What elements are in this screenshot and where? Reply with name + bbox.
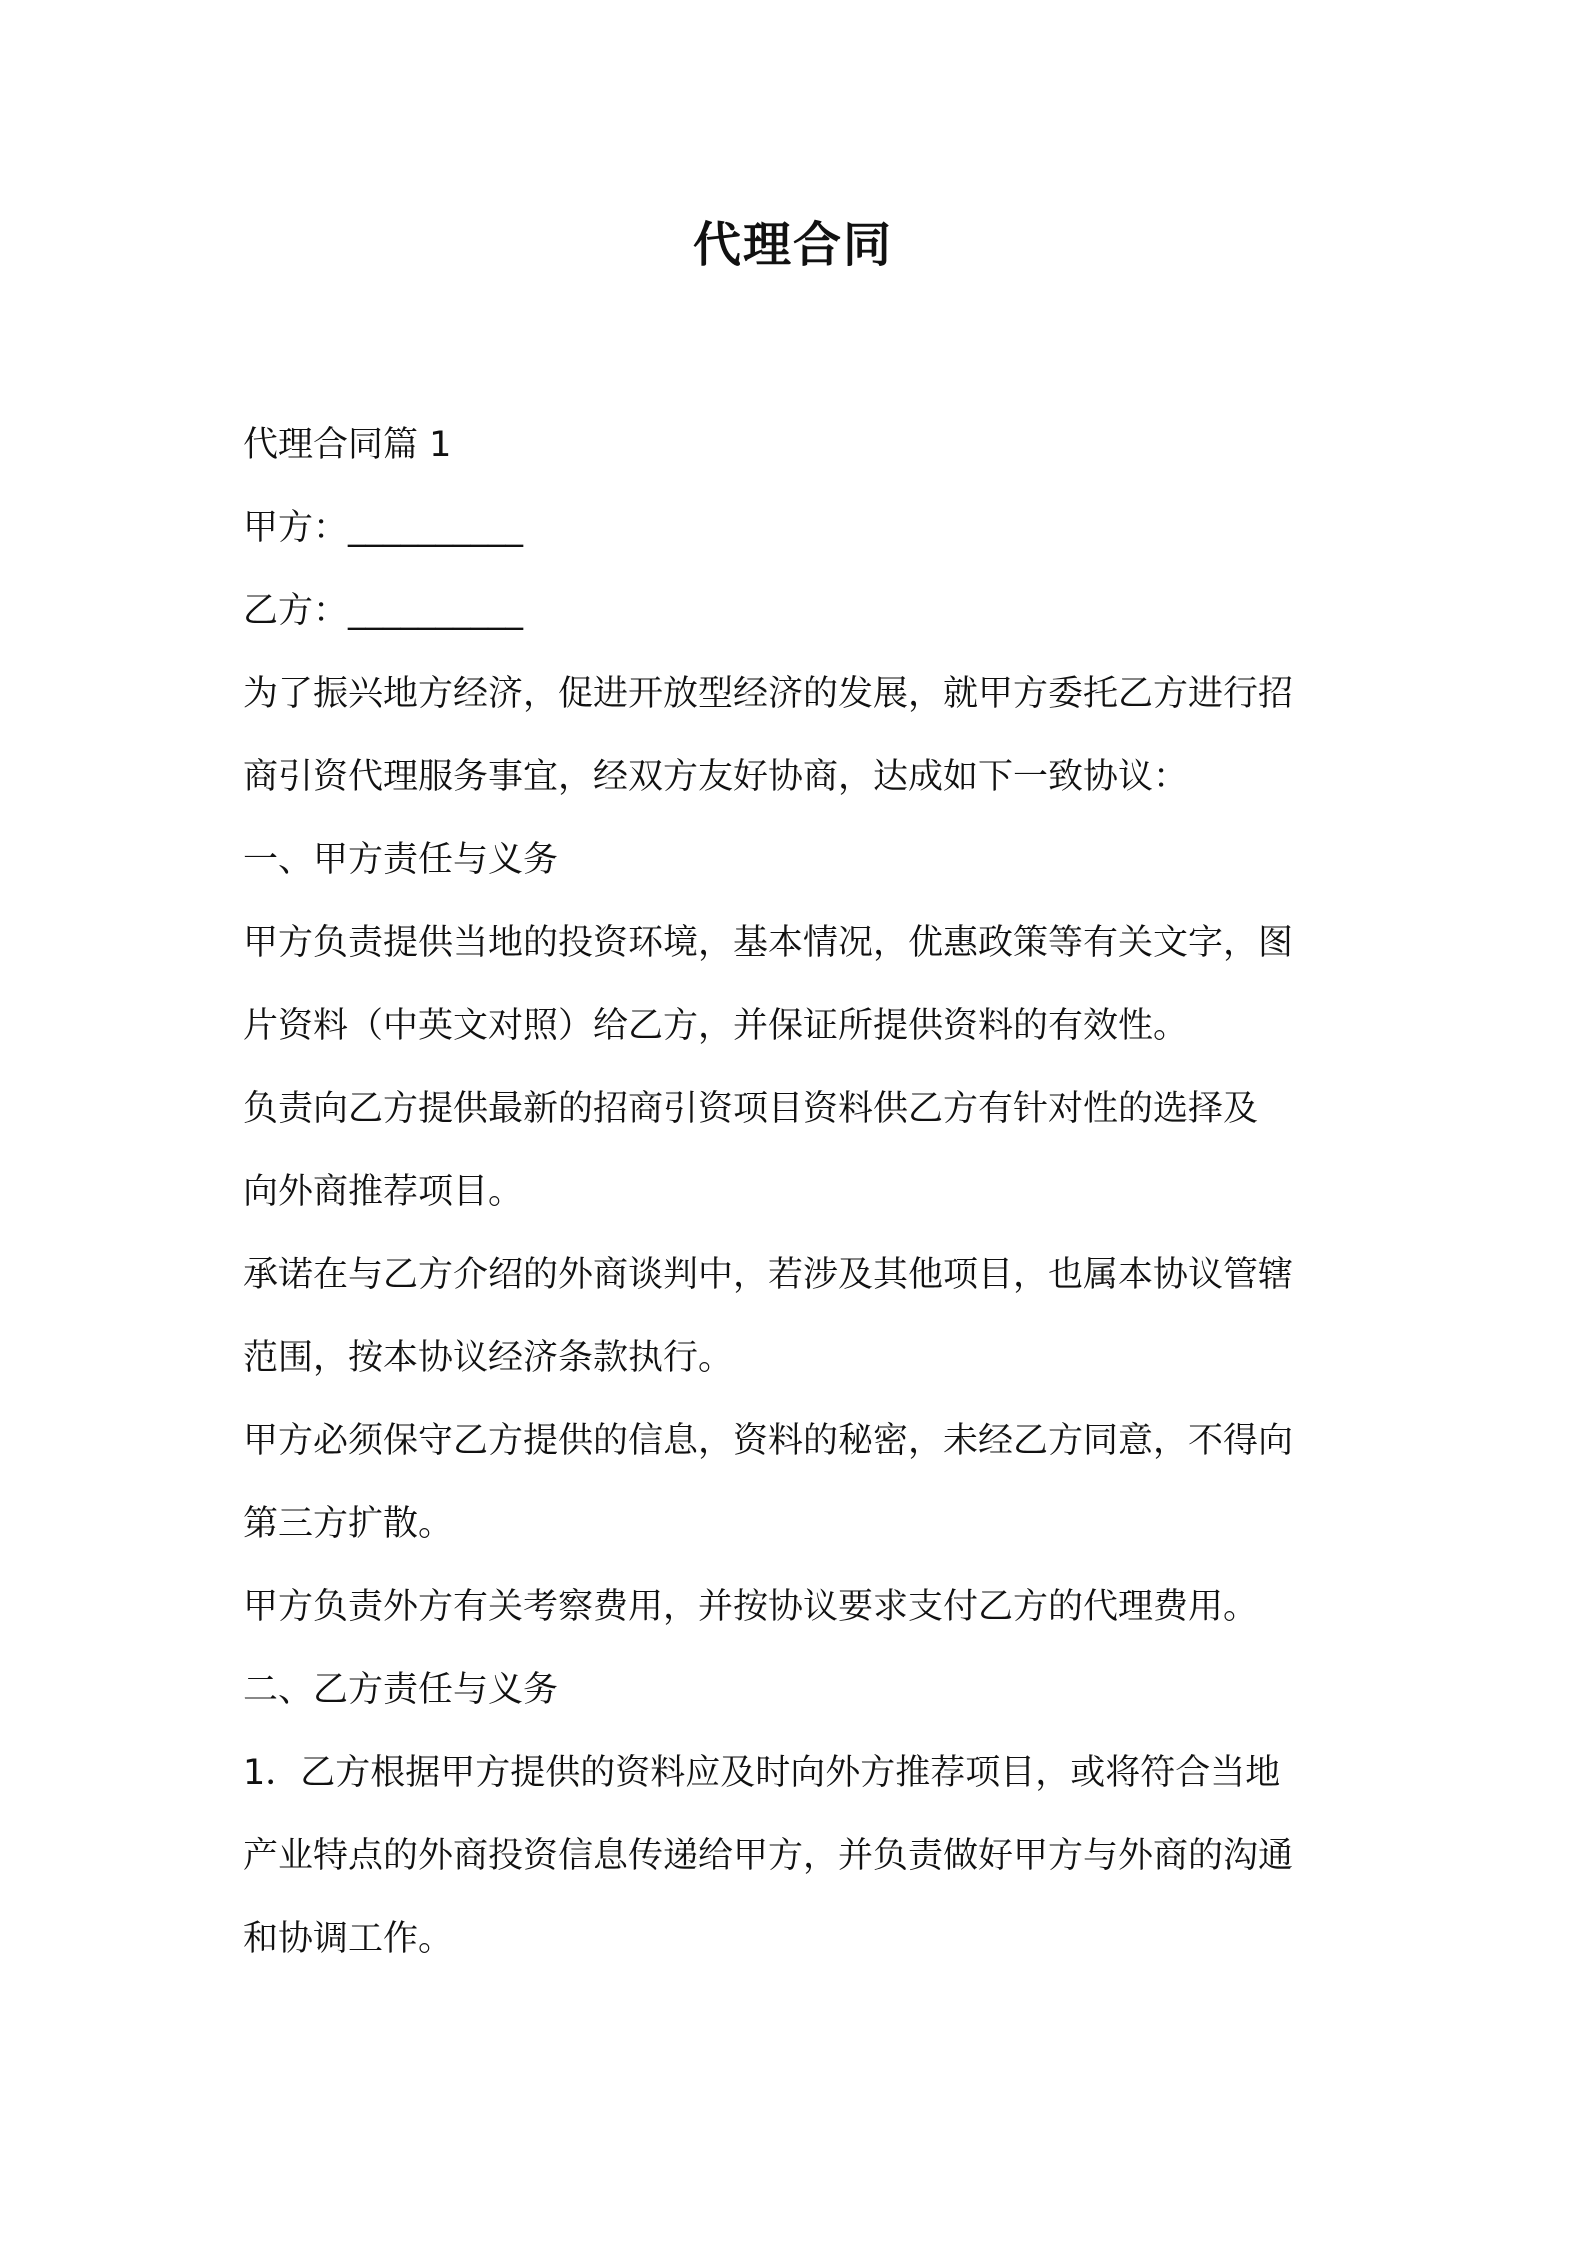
paragraph-line: 商引资代理服务事宜，经双方友好协商，达成如下一致协议： <box>243 757 1189 797</box>
clause-heading: 一、甲方责任与义务 <box>243 840 559 880</box>
paragraph-line: 和协调工作。 <box>243 1919 454 1959</box>
paragraph-line: 范围，按本协议经济条款执行。 <box>243 1338 734 1378</box>
paragraph-line: 第三方扩散。 <box>243 1504 454 1544</box>
document-title: 代理合同 <box>692 217 893 273</box>
paragraph-line: 甲方负责外方有关考察费用，并按协议要求支付乙方的代理费用。 <box>243 1587 1259 1627</box>
paragraph-line: 甲方负责提供当地的投资环境，基本情况，优惠政策等有关文字，图 <box>243 923 1294 963</box>
clause-heading: 二、乙方责任与义务 <box>243 1670 559 1710</box>
document-body <box>243 404 1363 1981</box>
party-b-line: 乙方：__________ <box>243 591 524 631</box>
party-a-line: 甲方：__________ <box>243 508 524 548</box>
paragraph-line: 1．乙方根据甲方提供的资料应及时向外方推荐项目，或将符合当地 <box>243 1753 1281 1793</box>
paragraph-line: 为了振兴地方经济，促进开放型经济的发展，就甲方委托乙方进行招 <box>243 674 1294 714</box>
section-heading: 代理合同篇 1 <box>243 425 452 465</box>
paragraph-line: 甲方必须保守乙方提供的信息，资料的秘密，未经乙方同意，不得向 <box>243 1421 1294 1461</box>
paragraph-line: 负责向乙方提供最新的招商引资项目资料供乙方有针对性的选择及 <box>243 1089 1259 1129</box>
paragraph-line: 片资料（中英文对照）给乙方，并保证所提供资料的有效性。 <box>243 1006 1189 1046</box>
paragraph-line: 向外商推荐项目。 <box>243 1172 524 1212</box>
paragraph-line: 承诺在与乙方介绍的外商谈判中，若涉及其他项目，也属本协议管辖 <box>243 1255 1294 1295</box>
paragraph-line: 产业特点的外商投资信息传递给甲方，并负责做好甲方与外商的沟通 <box>243 1836 1294 1876</box>
